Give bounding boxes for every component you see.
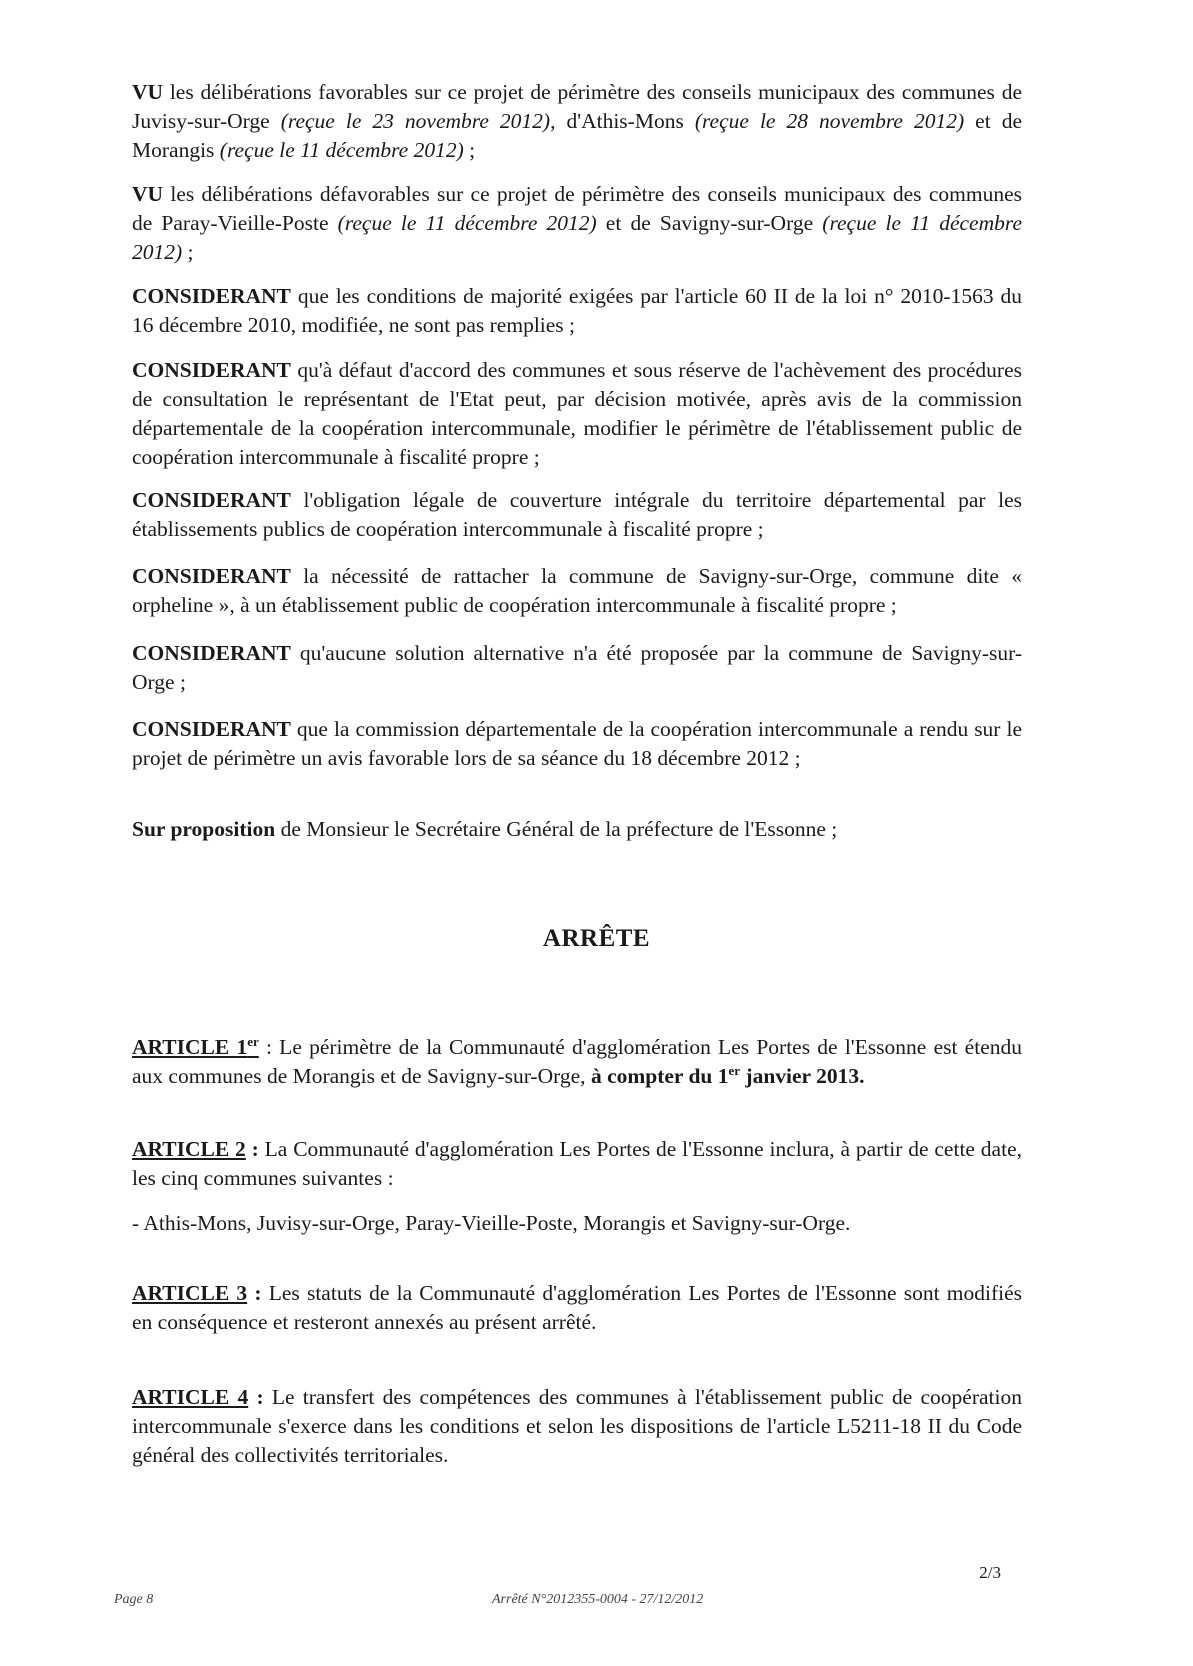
vu-lead: VU [132,182,164,206]
considerant-paragraph: CONSIDERANT qu'à défaut d'accord des communes et sous réserve de l'achèvement des procédures de consultation le représentant de l'Etat peut, par décision motivée, après avis de la commission départementale de la coopération intercommunale, modifier le périmètre de l'établissement public de coopération intercommunale à fiscalité propre ; [132,358,1022,469]
arrete-heading: ARRÊTE [542,925,651,952]
article-2: ARTICLE 2 : La Communauté d'agglomération Les Portes de l'Essonne inclura, à partir de cette date, les cinq communes suivantes : [132,1137,1022,1190]
article-label: ARTICLE 1er [132,1033,259,1059]
footer-arrete-reference: Arrêté N°2012355-0004 - 27/12/2012 [492,1592,704,1607]
page-number: 2/3 [979,1563,1001,1582]
article-label: ARTICLE 4 [132,1385,249,1409]
article-label: ARTICLE 3 [132,1281,248,1305]
vu-lead: VU [132,80,164,104]
proposition-paragraph: Sur proposition de Monsieur le Secrétaire Général de la préfecture de l'Essonne ; [132,817,838,841]
communes-list: - Athis-Mons, Juvisy-sur-Orge, Paray-Vieille-Poste, Morangis et Savigny-sur-Orge. [132,1211,851,1235]
vu-defavorable-paragraph: VU les délibérations défavorables sur ce projet de périmètre des conseils municipaux des communes de Paray-Vieille-Poste (reçue le 11 décembre 2012) et de Savigny-sur-Orge (reçue le 11 décembre 2012) ; [132,182,1022,264]
considerant-paragraph: CONSIDERANT que les conditions de majorité exigées par l'article 60 II de la loi n° 2010-1563 du 16 décembre 2010, modifiée, ne sont pas remplies ; [132,284,1022,337]
considerant-paragraph: CONSIDERANT qu'aucune solution alternative n'a été proposée par la commune de Savigny-sur-Orge ; [132,641,1022,694]
article-1: ARTICLE 1er : Le périmètre de la Communauté d'agglomération Les Portes de l'Essonne est étendu aux communes de Morangis et de Savigny-sur-Orge, à compter du 1er janvier 2013. [132,1033,1022,1088]
vu-favorable-paragraph: VU les délibérations favorables sur ce projet de périmètre des conseils municipaux des communes de Juvisy-sur-Orge (reçue le 23 novembre 2012), d'Athis-Mons (reçue le 28 novembre 2012) et de Morangis (reçue le 11 décembre 2012) ; [132,80,1022,162]
article-4: ARTICLE 4 : Le transfert des compétences des communes à l'établissement public de coopération intercommunale s'exerce dans les conditions et selon les dispositions de l'article L5211-18 II du Code général des collectivités territoriales. [132,1385,1022,1467]
article-3: ARTICLE 3 : Les statuts de la Communauté d'agglomération Les Portes de l'Essonne sont modifiés en conséquence et resteront annexés au présent arrêté. [132,1281,1022,1334]
considerant-paragraph: CONSIDERANT la nécessité de rattacher la commune de Savigny-sur-Orge, commune dite « orpheline », à un établissement public de coopération intercommunale à fiscalité propre ; [132,564,1022,617]
considerant-paragraph: CONSIDERANT que la commission départementale de la coopération intercommunale a rendu sur le projet de périmètre un avis favorable lors de sa séance du 18 décembre 2012 ; [132,717,1022,770]
footer-page-label: Page 8 [114,1592,154,1607]
article-label: ARTICLE 2 [132,1137,246,1161]
considerant-paragraph: CONSIDERANT l'obligation légale de couverture intégrale du territoire départemental par les établissements publics de coopération intercommunale à fiscalité propre ; [132,488,1022,541]
